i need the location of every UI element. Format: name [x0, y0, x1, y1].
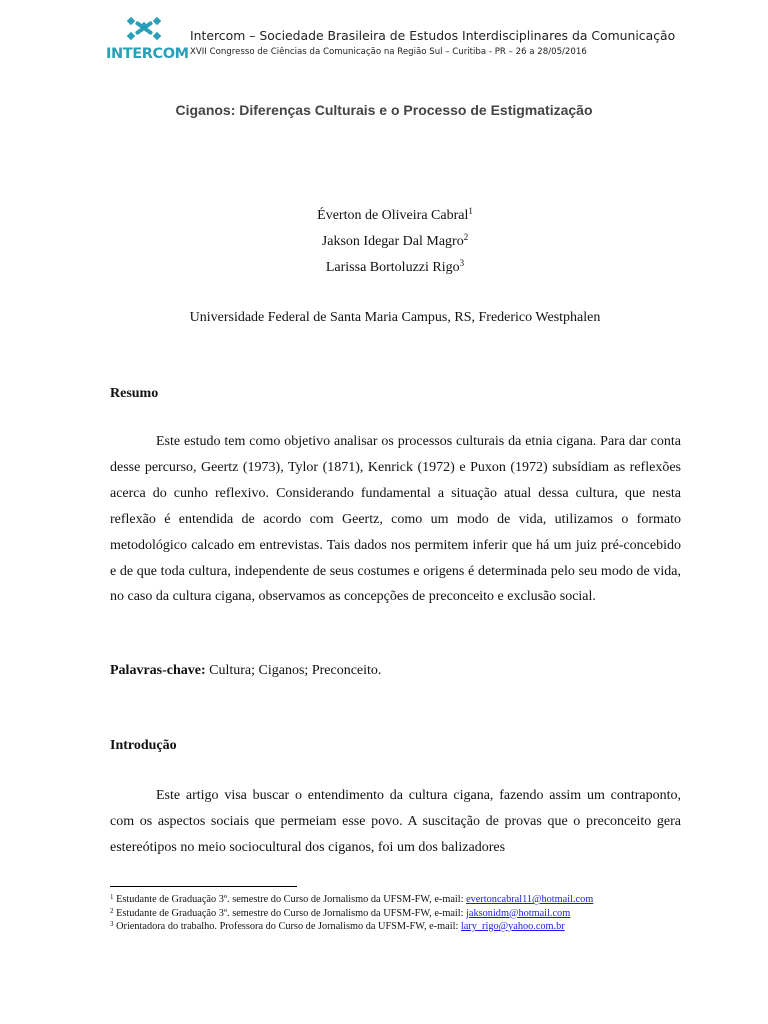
footnote-ref: 2	[463, 232, 469, 242]
footnotes	[110, 893, 710, 934]
email-link[interactable]: jaksonidm@hotmail.com	[466, 907, 571, 919]
author-list	[0, 206, 768, 284]
logo-text: INTERCOM	[106, 46, 189, 62]
page-header	[106, 14, 706, 64]
congress-name: XVII Congresso de Ciências da Comunicação na Região Sul – Curitiba - PR – 26 a 28/05/2016	[190, 47, 587, 57]
intercom-logo	[106, 14, 189, 64]
affiliation: Universidade Federal de Santa Maria Campus, RS, Frederico Westphalen	[189, 310, 601, 325]
keywords	[110, 663, 381, 679]
author: Larissa Bortoluzzi Rigo$^3$	[325, 258, 465, 275]
introduction-text: Este artigo visa buscar o entendimento da cultura cigana, fazendo assim um contraponto, com os aspectos sociais que permeiam esse povo. A suscitação de provas que o preconceito gera estereótipos no meio sociocultural dos ciganos, foi um dos balizadores	[110, 788, 681, 855]
keywords-text: Cultura; Ciganos; Preconceito.	[209, 663, 382, 678]
intercom-logo-icon	[124, 14, 164, 46]
email-link[interactable]: lary_rigo@yahoo.com.br	[460, 921, 565, 932]
introduction-heading: Introdução	[110, 738, 177, 753]
author: Jakson Idegar Dal Magro$^2$	[321, 232, 469, 249]
footnote: $^1$ Estudante de Graduação 3º. semestre do Curso de Jornalismo da UFSM-FW, e-mail: evertoncabral11@hotmail.com	[110, 893, 594, 905]
author: Éverton de Oliveira Cabral$^1$	[317, 206, 473, 223]
footnote-divider	[110, 886, 297, 887]
footnote-ref: 1	[468, 206, 473, 216]
footnote-ref: 3	[459, 258, 465, 268]
email-link[interactable]: evertoncabral11@hotmail.com	[466, 894, 594, 905]
paper-title: Ciganos: Diferenças Culturais e o Processo de Estigmatização	[175, 102, 593, 118]
keywords-label: Palavras-chave:	[110, 663, 206, 678]
abstract-text: Este estudo tem como objetivo analisar os processos culturais da etnia cigana. Para dar conta desse percurso, Geertz (1973), Tylor (1871), Kenrick (1972) e Puxon (1972) subsídiam as reflexões acerca do cunho reflexivo. Considerando fundamental a situação atual dessa cultura, que nesta reflexão é entendida de acordo com Geertz, como um modo de vida, utilizamos o formato metodológico calcado em entrevistas. Tais dados nos permitem inferir que há um juiz pré-concebido e de que toda cultura, independente de seus costumes e origens é determinada pelo seu modo de vida, no caso da cultura cigana, observamos as concepções de preconceito e exclusão social.	[110, 434, 681, 605]
society-name: Intercom – Sociedade Brasileira de Estudos Interdisciplinares da Comunicação	[190, 28, 676, 43]
footnote: $^3$ Orientadora do trabalho. Professora do Curso de Jornalismo da UFSM-FW, e-mail: lary_rigo@yahoo.com.br	[110, 920, 565, 932]
abstract-heading: Resumo	[110, 386, 159, 401]
footnote: $^2$ Estudante de Graduação 3º. semestre do Curso de Jornalismo da UFSM-FW, e-mail: jaksonidm@hotmail.com	[110, 906, 571, 919]
